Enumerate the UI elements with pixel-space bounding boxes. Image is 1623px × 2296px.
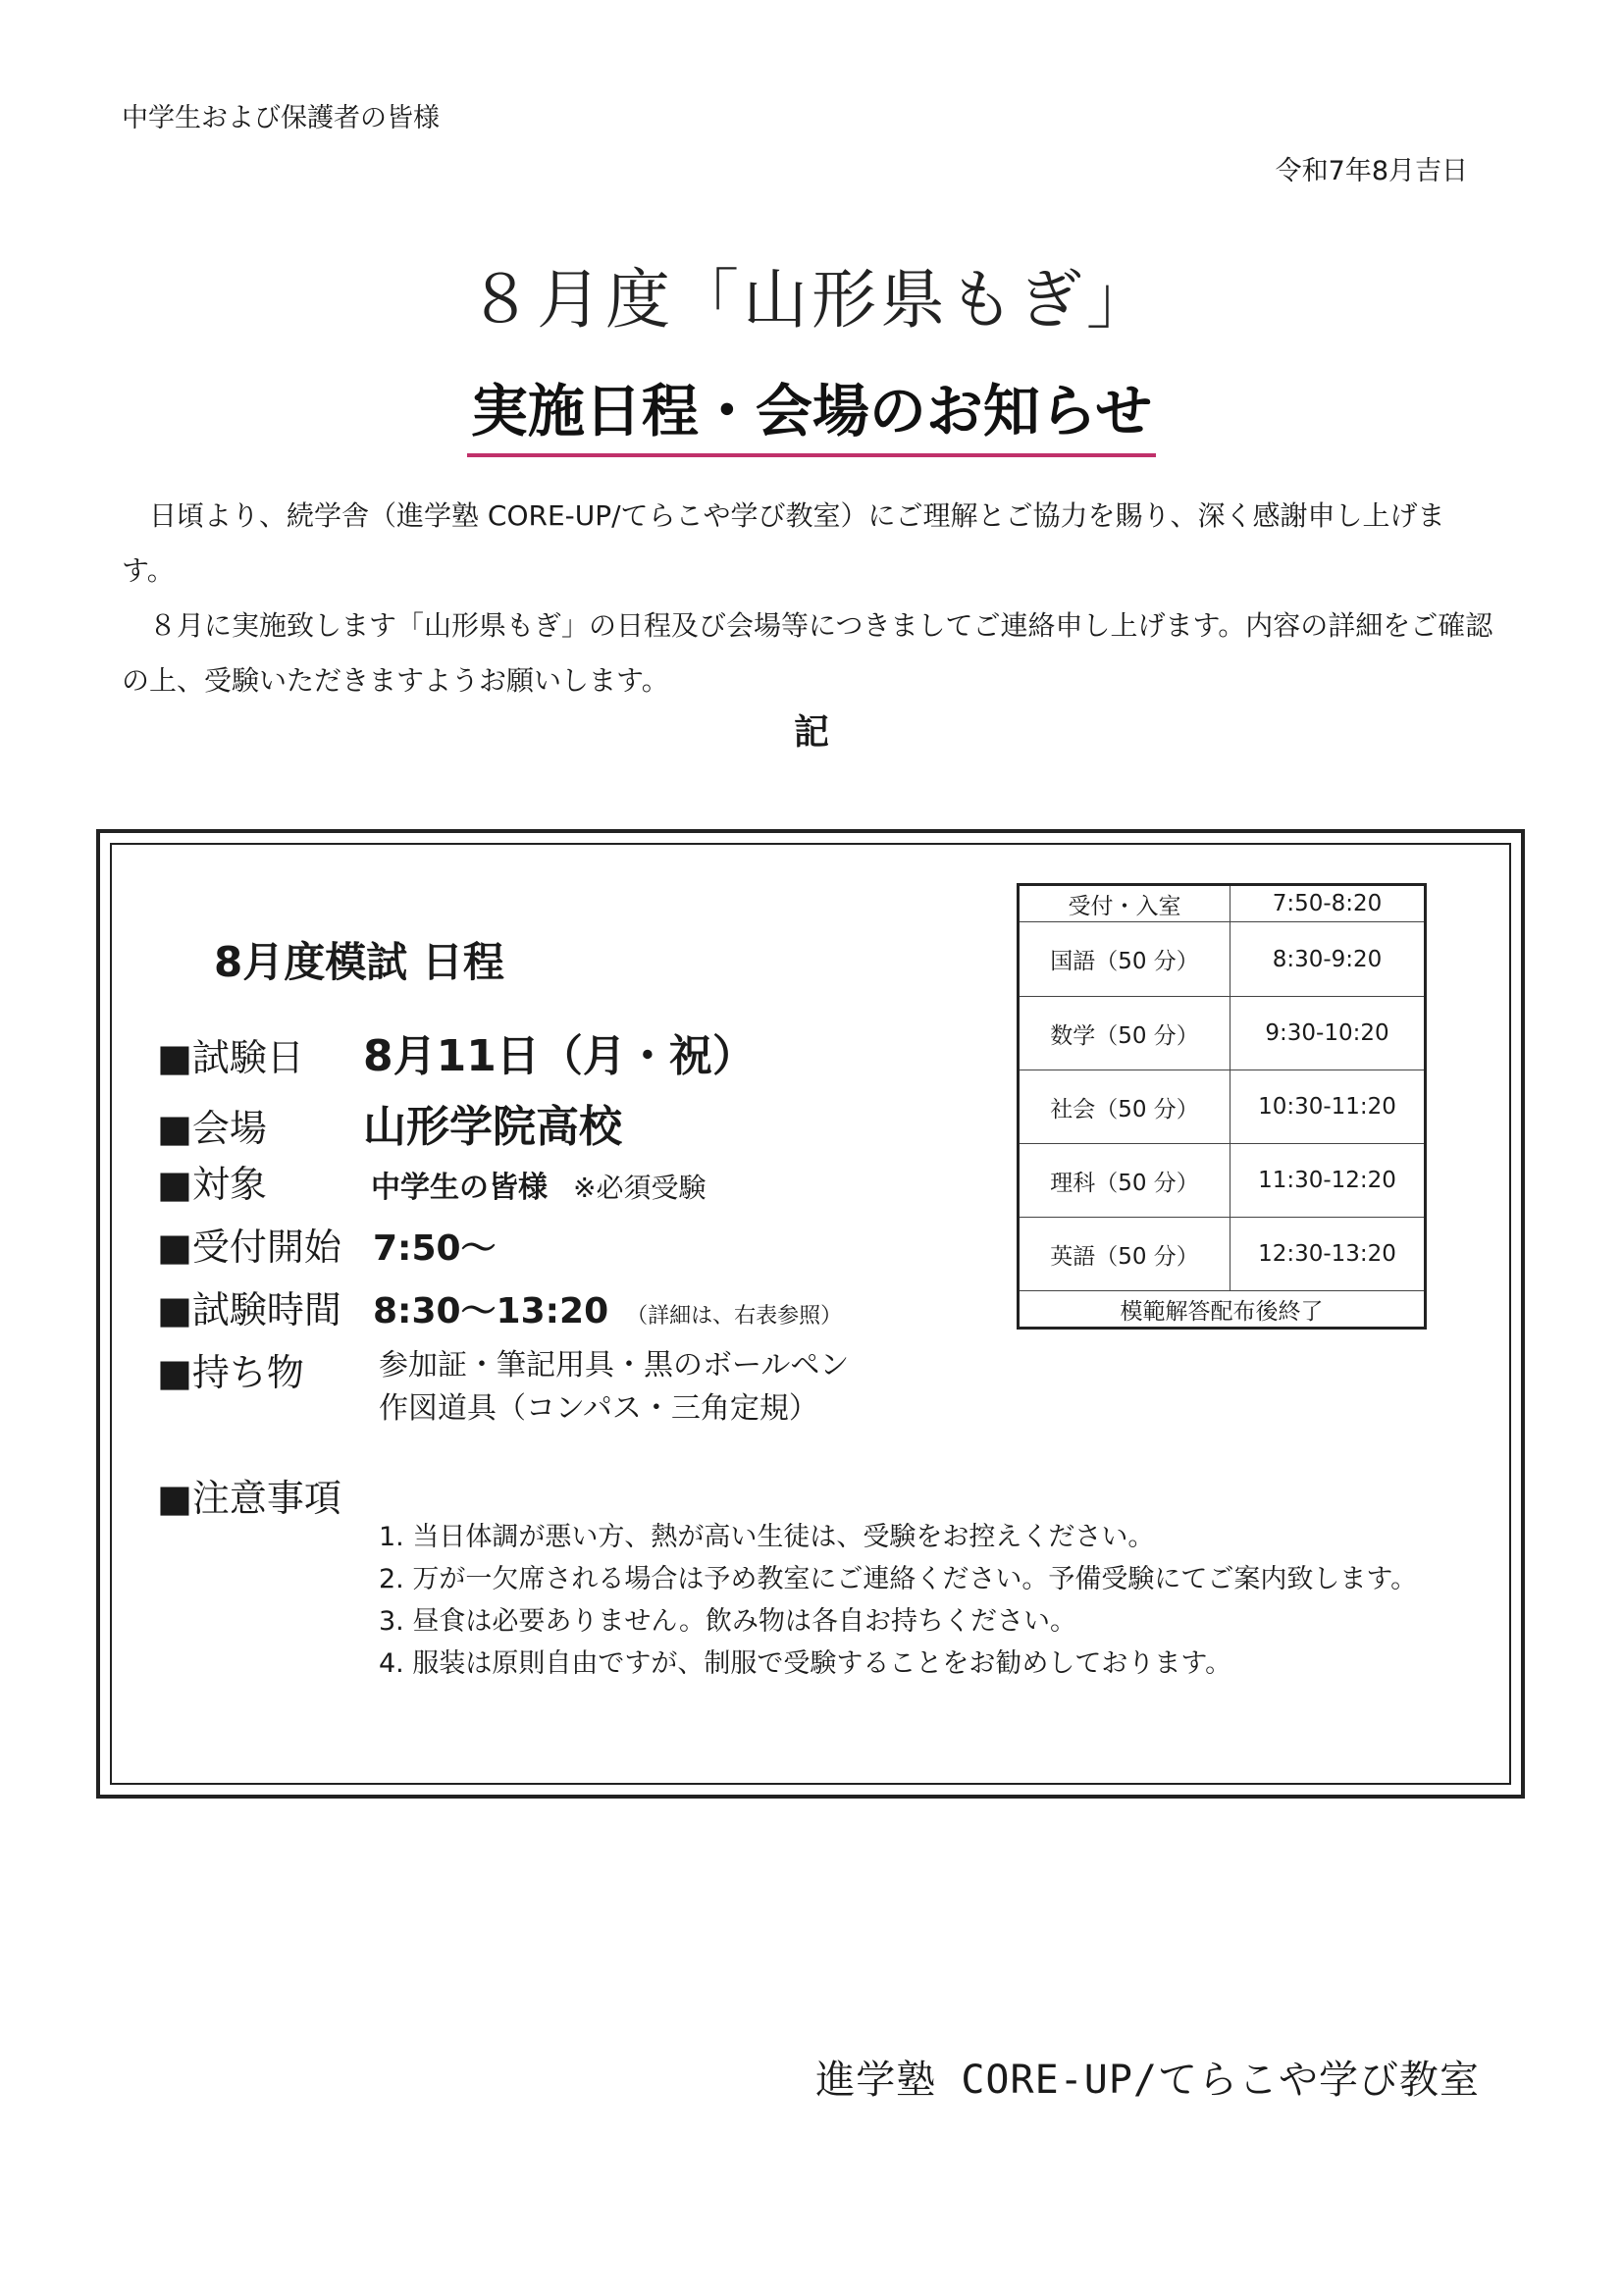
note-item: 1. 当日体調が悪い方、熱が高い生徒は、受験をお控えください。: [379, 1522, 1155, 1552]
timetable-subject: 受付・入室: [1019, 885, 1230, 922]
venue-label: ■会場: [157, 1107, 267, 1150]
exam-date-row: [157, 1020, 756, 1083]
timetable-subject: 英語（50 分）: [1019, 1218, 1230, 1291]
timetable-subject: 社会（50 分）: [1019, 1070, 1230, 1144]
intro-paragraph-2: ８月に実施致します「山形県もぎ」の日程及び会場等につきましてご連絡申し上げます。内容の詳細をご確認の上、受験いただきますようお願いします。: [122, 609, 1493, 697]
timetable-row: [1019, 1070, 1426, 1144]
items-line-2: 作図道具（コンパス・三角定規）: [379, 1391, 818, 1426]
items-list: [379, 1342, 849, 1431]
exam-date-value: 8月11日（月・祝）: [363, 1031, 756, 1081]
reception-value: 7:50〜: [373, 1228, 497, 1269]
items-line-1: 参加証・筆記用具・黒のボールペン: [379, 1348, 850, 1383]
timetable-time: 11:30-12:20: [1230, 1144, 1426, 1218]
intro-text: [122, 489, 1495, 708]
exam-time-label: ■試験時間: [157, 1288, 341, 1331]
timetable-subject: 数学（50 分）: [1019, 997, 1230, 1070]
note-item: 4. 服装は原則自由ですが、制服で受験することをお勧めしております。: [379, 1648, 1232, 1679]
issue-date: 令和7年8月吉日: [1275, 156, 1468, 186]
notes-list: [379, 1516, 1417, 1685]
timetable-row: [1019, 885, 1426, 922]
note-item: 3. 昼食は必要ありません。飲み物は各自お持ちください。: [379, 1606, 1076, 1637]
timetable-footer-row: [1019, 1291, 1426, 1329]
subtitle-wrap: [0, 365, 1623, 457]
schedule-heading: 8月度模試 日程: [214, 938, 504, 986]
signature: 進学塾 CORE-UP/てらこや学び教室: [815, 2058, 1480, 2103]
timetable-time: 12:30-13:20: [1230, 1218, 1426, 1291]
items-label: ■持ち物: [157, 1351, 304, 1394]
timetable-row: [1019, 1144, 1426, 1218]
target-row: [157, 1154, 706, 1208]
target-label: ■対象: [157, 1163, 267, 1206]
notes-label: ■注意事項: [157, 1477, 341, 1520]
target-value: 中学生の皆様: [371, 1171, 548, 1205]
venue-value: 山形学院高校: [363, 1102, 622, 1152]
recipient: 中学生および保護者の皆様: [122, 103, 440, 133]
timetable-time: 9:30-10:20: [1230, 997, 1426, 1070]
timetable-row: [1019, 1218, 1426, 1291]
timetable-row: [1019, 997, 1426, 1070]
venue-row: [157, 1091, 622, 1154]
items-row: [157, 1342, 849, 1431]
timetable-time: 10:30-11:20: [1230, 1070, 1426, 1144]
page-title: ８月度「山形県もぎ」: [468, 262, 1155, 338]
exam-time-note: （詳細は、右表参照）: [626, 1304, 843, 1329]
timetable: [1017, 883, 1427, 1330]
target-note: ※必須受験: [573, 1172, 707, 1204]
timetable-row: [1019, 922, 1426, 997]
page-subtitle: 実施日程・会場のお知らせ: [467, 365, 1156, 457]
reception-row: [157, 1217, 497, 1271]
exam-time-value: 8:30〜13:20: [373, 1291, 609, 1331]
timetable-subject: 理科（50 分）: [1019, 1144, 1230, 1218]
timetable-footer: 模範解答配布後終了: [1019, 1291, 1426, 1329]
timetable-time: 7:50-8:20: [1230, 885, 1426, 922]
intro-paragraph-1: 日頃より、続学舎（進学塾 CORE-UP/てらこや学び教室）にご理解とご協力を賜り、深く感謝申し上げます。: [122, 499, 1445, 587]
exam-time-row: [157, 1279, 842, 1333]
exam-date-label: ■試験日: [157, 1036, 304, 1079]
note-item: 2. 万が一欠席される場合は予め教室にご連絡ください。予備受験にてご案内致します。: [379, 1564, 1418, 1594]
ki-heading: 記: [793, 712, 829, 753]
reception-label: ■受付開始: [157, 1226, 341, 1269]
timetable-subject: 国語（50 分）: [1019, 922, 1230, 997]
timetable-time: 8:30-9:20: [1230, 922, 1426, 997]
